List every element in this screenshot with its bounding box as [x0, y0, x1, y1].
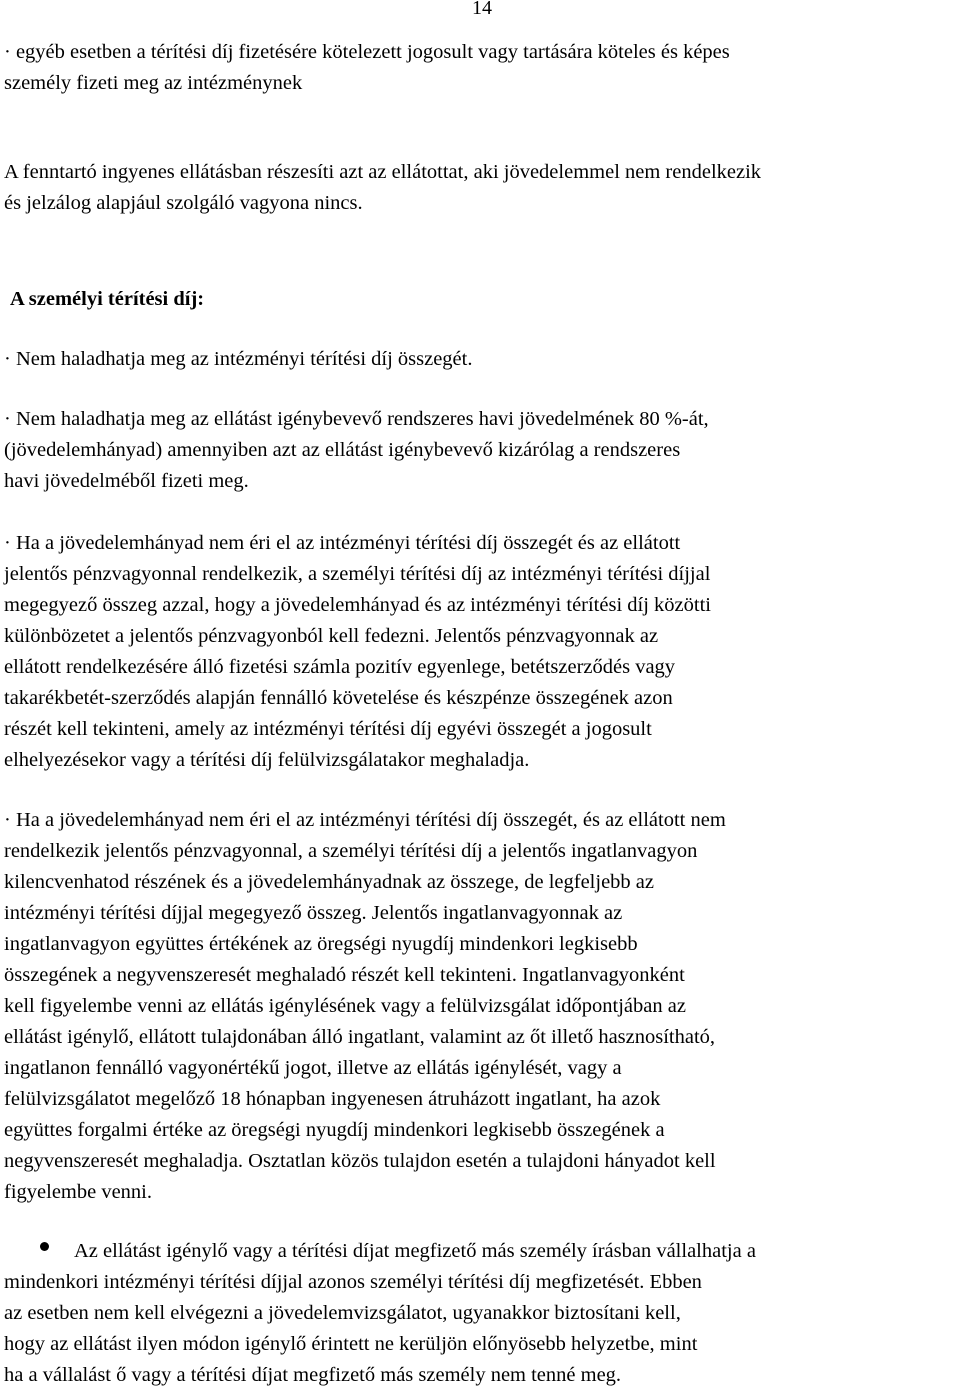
text-line: · Ha a jövedelemhányad nem éri el az intézményi térítési díj összegét, és az ellátott nem: [4, 809, 726, 831]
text-line: ingatlanvagyon együttes értékének az öregségi nyugdíj mindenkori legkisebb: [4, 933, 638, 955]
text-line: · Nem haladhatja meg az intézményi térítési díj összegét.: [4, 348, 473, 370]
paragraph-free-care: [4, 157, 960, 219]
text-line: ellátást igénylő, ellátott tulajdonában álló ingatlant, valamint az őt illető hasznosítható,: [4, 1026, 716, 1048]
text-line: felülvizsgálatot megelőző 18 hónapban ingyenesen átruházott ingatlant, ha azok: [4, 1088, 661, 1110]
text-line: kilencvenhatod részének és a jövedelemhányadnak az összege, de legfeljebb az: [4, 871, 654, 893]
paragraph-monetary-assets: [4, 528, 960, 776]
text-line: együttes forgalmi értéke az öregségi nyugdíj mindenkori legkisebb összegének a: [4, 1119, 665, 1141]
text-line: és jelzálog alapjául szolgáló vagyona nincs.: [4, 192, 363, 214]
text-line: személy fizeti meg az intézménynek: [4, 72, 303, 94]
text-line: · Nem haladhatja meg az ellátást igénybevevő rendszeres havi jövedelmének 80 %-át,: [4, 408, 709, 430]
text-line: figyelembe venni.: [4, 1181, 153, 1203]
section-heading: A személyi térítési díj:: [10, 288, 205, 310]
text-line: hogy az ellátást ilyen módon igénylő érintett ne kerüljön előnyösebb helyzetbe, mint: [4, 1333, 698, 1355]
paragraph-voluntary-commitment: [4, 1236, 960, 1391]
paragraph-obligated-payer: [4, 37, 960, 99]
paragraph-limit-institutional-fee: [4, 344, 960, 375]
text-line: havi jövedelméből fizeti meg.: [4, 470, 249, 492]
text-line: kell figyelembe venni az ellátás igénylésének vagy a felülvizsgálat időpontjában az: [4, 995, 686, 1017]
text-line: megegyező összeg azzal, hogy a jövedelemhányad és az intézményi térítési díj közötti: [4, 594, 711, 616]
text-line: ha a vállalást ő vagy a térítési díjat megfizető más személy nem tenné meg.: [4, 1364, 622, 1386]
text-line: rendelkezik jelentős pénzvagyonnal, a személyi térítési díj a jelentős ingatlanvagyon: [4, 840, 698, 862]
text-line: takarékbetét-szerződés alapján fennálló követelése és készpénze összegének azon: [4, 687, 673, 709]
paragraph-real-estate-assets: [4, 805, 960, 1208]
text-line: A fenntartó ingyenes ellátásban részesíti azt az ellátottat, aki jövedelemmel nem rendelkezik: [4, 161, 762, 183]
text-line: mindenkori intézményi térítési díjjal azonos személyi térítési díj megfizetését. Ebben: [4, 1271, 702, 1293]
text-line: elhelyezésekor vagy a térítési díj felülvizsgálatakor meghaladja.: [4, 749, 530, 771]
text-line: az esetben nem kell elvégezni a jövedelemvizsgálatot, ugyanakkor biztosítani kell,: [4, 1302, 681, 1324]
text-line: különbözetet a jelentős pénzvagyonból kell fedezni. Jelentős pénzvagyonnak az: [4, 625, 659, 647]
text-line: Az ellátást igénylő vagy a térítési díjat megfizető más személy írásban vállalhatja a: [74, 1240, 756, 1262]
paragraph-limit-income-share: [4, 404, 960, 497]
text-line: jelentős pénzvagyonnal rendelkezik, a személyi térítési díj az intézményi térítési díjjal: [4, 563, 711, 585]
page-number: 14: [472, 0, 492, 19]
text-line: negyvenszeresét meghaladja. Osztatlan közös tulajdon esetén a tulajdoni hányadot kell: [4, 1150, 716, 1172]
text-line: · Ha a jövedelemhányad nem éri el az intézményi térítési díj összegét és az ellátott: [4, 532, 681, 554]
text-line: részét kell tekinteni, amely az intézményi térítési díj egyévi összegét a jogosult: [4, 718, 652, 740]
text-line: (jövedelemhányad) amennyiben azt az ellátást igénybevevő kizárólag a rendszeres: [4, 439, 681, 461]
text-line: · egyéb esetben a térítési díj fizetésére kötelezett jogosult vagy tartására köteles és képes: [4, 41, 730, 63]
text-line: ellátott rendelkezésére álló fizetési számla pozitív egyenlege, betétszerződés vagy: [4, 656, 676, 678]
text-line: ingatlanon fennálló vagyonértékű jogot, illetve az ellátás igénylését, vagy a: [4, 1057, 622, 1079]
text-line: összegének a negyvenszeresét meghaladó részét kell tekinteni. Ingatlanvagyonként: [4, 964, 685, 986]
text-line: intézményi térítési díjjal megegyező összeg. Jelentős ingatlanvagyonnak az: [4, 902, 623, 924]
